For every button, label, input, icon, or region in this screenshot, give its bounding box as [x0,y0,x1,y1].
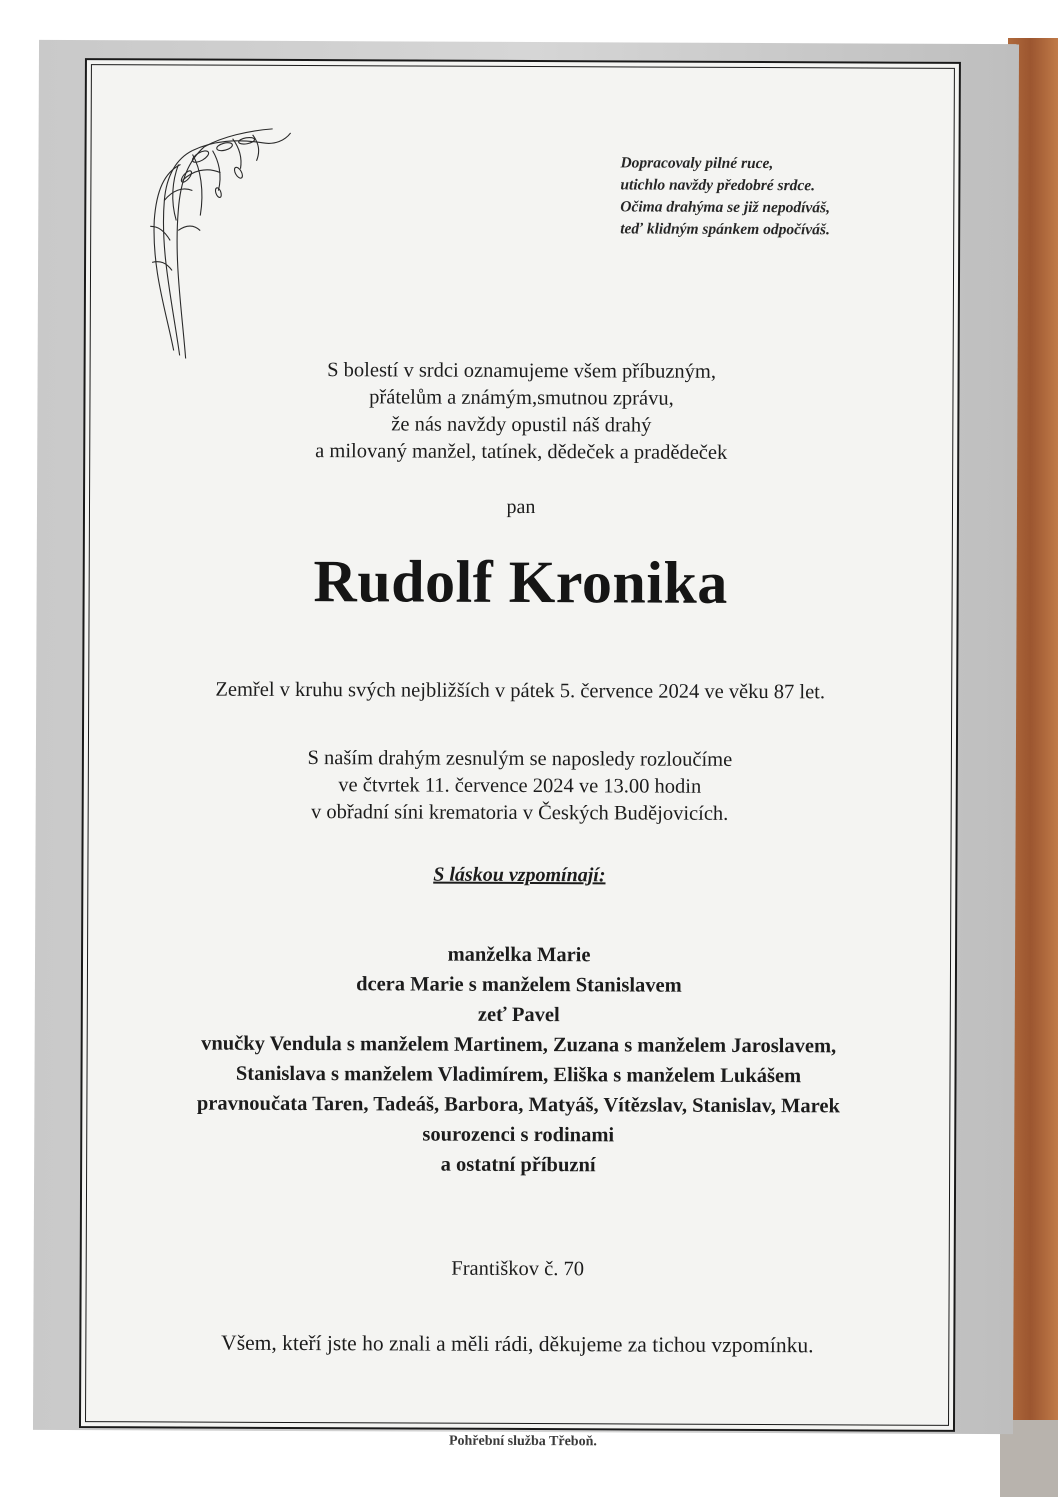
mourner-line: pravnoučata Taren, Tadeáš, Barbora, Matyáš, Vítězslav, Stanislav, Marek [196,1092,840,1118]
announcement-line: že nás navždy opustil náš drahý [391,413,652,437]
memorial-poem [620,152,950,241]
mourner-line: vnučky Vendula s manželem Martinem, Zuzana s manželem Jaroslavem, [201,1032,837,1058]
mourner-line: a ostatní příbuzní [440,1153,596,1177]
poem-line: teď klidným spánkem odpočíváš. [620,220,830,239]
funeral-line: ve čtvrtek 11. července 2024 ve 13.00 hodin [338,774,702,798]
funeral-line: v obřadní síni krematoria v Českých Budějovicích. [310,801,729,825]
black-mourning-frame [79,58,961,1432]
obituary-sheet [33,40,1019,1450]
announcement-line: přátelům a známým,smutnou zprávu, [369,386,674,410]
poem-line: Dopracovaly pilné ruce, [620,154,774,173]
announcement-text [85,356,957,468]
funeral-line: S naším drahým zesnulým se naposledy rozloučíme [307,747,733,771]
mourner-line: sourozenci s rodinami [422,1123,615,1147]
undertaker-credit: Pohřební služba Třeboň. [448,1433,597,1450]
grass-ornament-icon [142,120,293,361]
mourner-line: dcera Marie s manželem Stanislavem [356,973,682,997]
mourner-line: zeť Pavel [477,1003,560,1027]
funeral-details [84,744,956,829]
death-notice: Zemřel v kruhu svých nejbližších v pátek 5. července 2024 ve věku 87 let. [215,678,826,704]
mourner-line: manželka Marie [447,943,591,967]
poem-line: Očima drahýma se již nepodíváš, [620,198,831,217]
title-word: pan [506,495,536,519]
deceased-name: Rudolf Kronika [313,548,728,616]
remember-heading: S láskou vzpomínají: [433,863,606,887]
thanks-line: Všem, kteří jste ho znali a měli rádi, děkujeme za tichou vzpomínku. [221,1330,814,1358]
mourner-line: Stanislava s manželem Vladimírem, Eliška s manželem Lukášem [235,1062,802,1088]
mourners-list [82,938,955,1182]
poem-line: utichlo navždy předobré srdce. [620,176,816,195]
address: Františkov č. 70 [451,1257,585,1281]
announcement-line: S bolestí v srdci oznamujeme všem příbuzným, [327,359,717,383]
announcement-line: a milovaný manžel, tatínek, dědeček a pradědeček [315,440,728,464]
